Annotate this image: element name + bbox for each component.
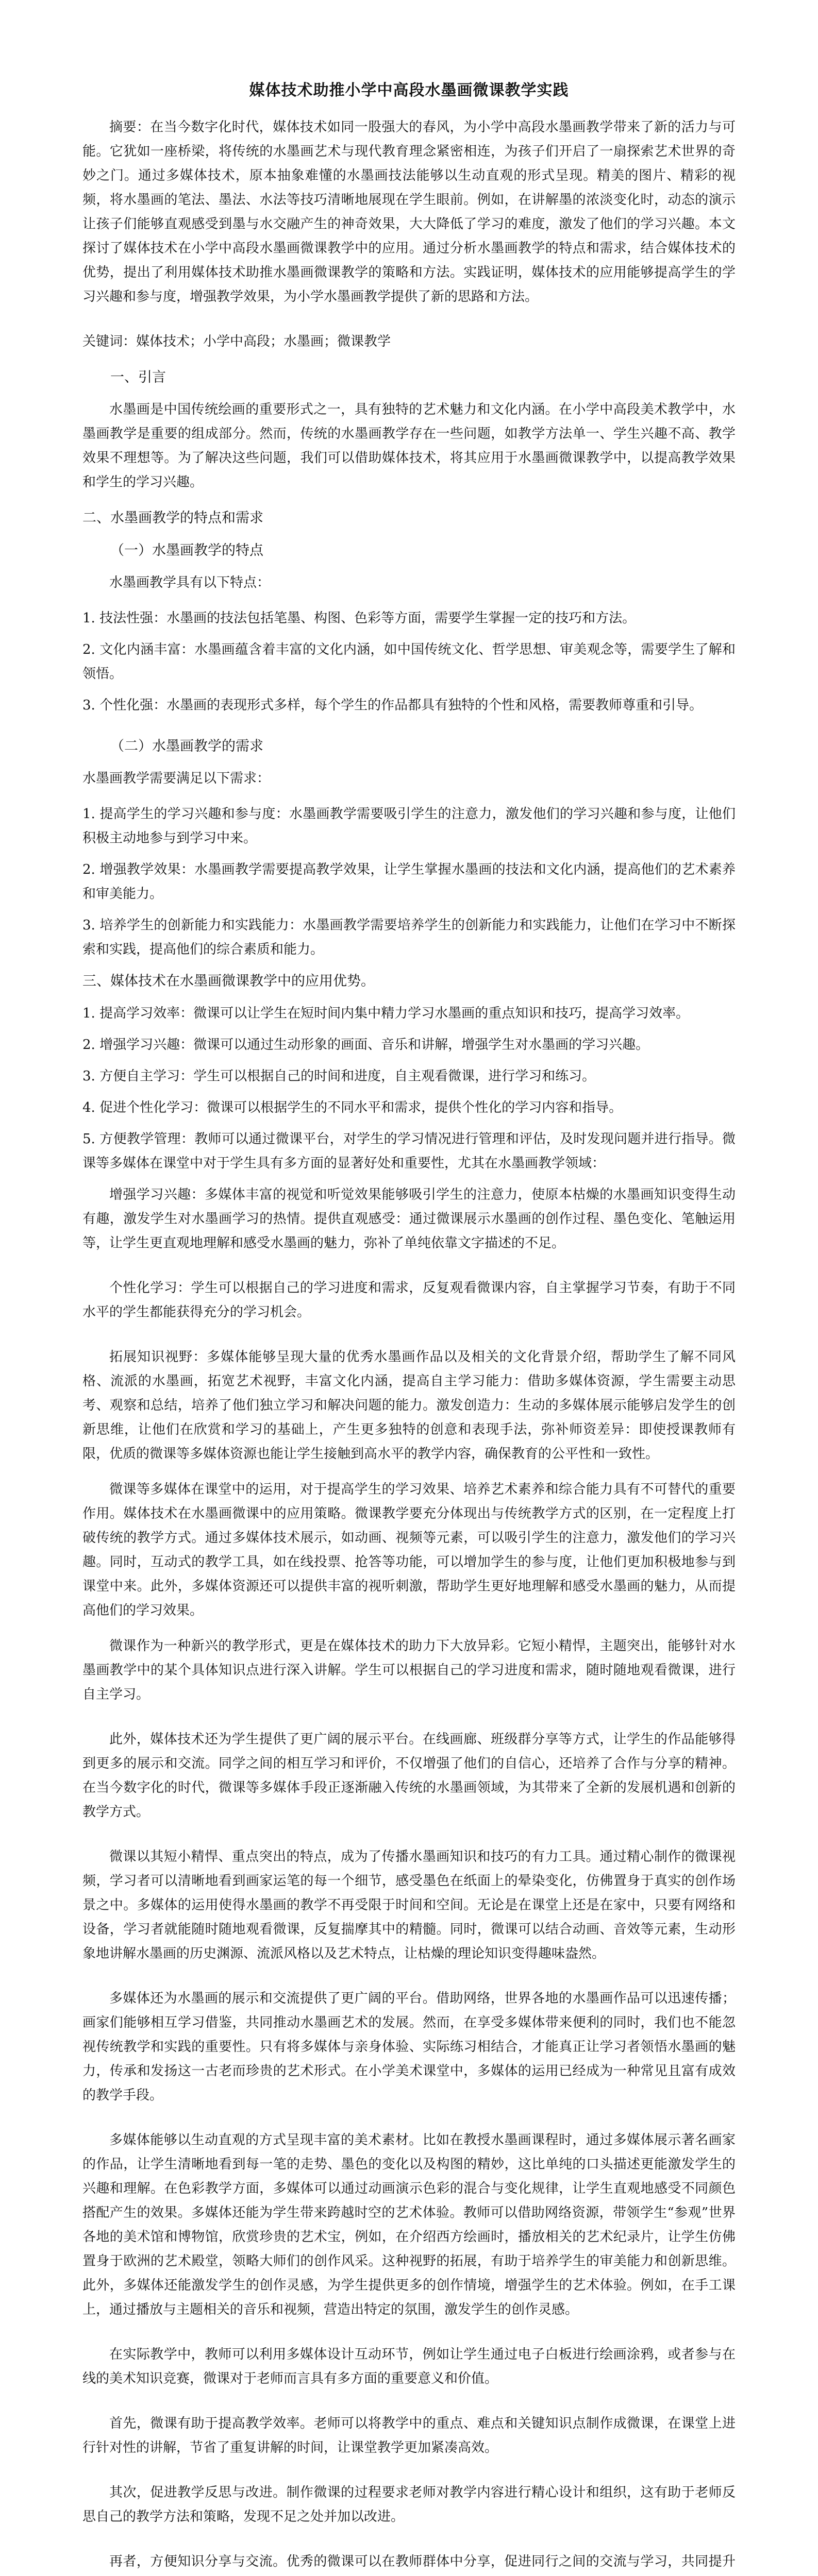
list-item: 3. 培养学生的创新能力和实践能力：水墨画教学需要培养学生的创新能力和实践能力，让他们在学习中不断探索和实践，提高他们的综合素质和能力。	[82, 918, 736, 957]
spacer	[82, 1718, 736, 1727]
list-item: 5. 方便教学管理：教师可以通过微课平台，对学生的学习情况进行管理和评估，及时发现问题并进行指导。微课等多媒体在课堂中对于学生具有多方面的显著好处和重要性，尤其在水墨画教学领域：	[82, 1131, 736, 1171]
first-point-paragraph: 首先，微课有助于提高教学效率。老师可以将教学中的重点、难点和关键知识点制作成微课，在课堂上进行针对性的讲解，节省了重复讲解的时间，让课堂教学更加紧凑高效。	[82, 2416, 736, 2455]
spacer	[82, 2333, 736, 2343]
personalized-learning-paragraph: 个性化学习：学生可以根据自己的学习进度和需求，反复观看微课内容，自主掌握学习节奏，有助于不同水平的学生都能获得充分的学习机会。	[82, 1280, 736, 1320]
microlesson-application-paragraph: 微课等多媒体在课堂中的运用，对于提高学生的学习效果、培养艺术素养和综合能力具有不可替代的重要作用。媒体技术在水墨画微课中的应用策略。微课教学要充分体现出与传统教学方式的区别，在一定程度上打破传统的教学方式。通过多媒体技术展示，如动画、视频等元素，可以吸引学生的注意力，激发他们的学习兴趣。同时，互动式的教学工具，如在线投票、抢答等功能，可以增加学生的参与度，让他们更加积极地参与到课堂中来。此外，多媒体资源还可以提供丰富的视听刺激，帮助学生更好地理解和感受水墨画的魅力，从而提高他们的学习效果。	[82, 1482, 736, 1618]
spacer	[82, 2119, 736, 2128]
spacer	[82, 1977, 736, 1987]
spacer	[82, 2402, 736, 2412]
spacer	[82, 320, 736, 330]
abstract: 摘要：在当今数字化时代，媒体技术如同一股强大的春风，为小学中高段水墨画教学带来了新的活力与可能。它犹如一座桥梁，将传统的水墨画艺术与现代教育理念紧密相连，为孩子们开启了一扇探索艺术世界的奇妙之门。通过多媒体技术，原本抽象难懂的水墨画技法能够以生动直观的形式呈现。精美的图片、精彩的视频，将水墨画的笔法、墨法、水法等技巧清晰地展现在学生眼前。例如，在讲解墨的浓淡变化时，动态的演示让孩子们能够直观感受到墨与水交融产生的神奇效果，大大降低了学习的难度，激发了他们的学习兴趣。本文探讨了媒体技术在小学中高段水墨画微课教学中的应用。通过分析水墨画教学的特点和需求，结合媒体技术的优势，提出了利用媒体技术助推水墨画微课教学的策略和方法。实践证明，媒体技术的应用能够提高学生的学习兴趣和参与度，增强教学效果，为小学水墨画教学提供了新的思路和方法。	[82, 120, 736, 304]
expand-knowledge-paragraph: 拓展知识视野：多媒体能够呈现大量的优秀水墨画作品以及相关的文化背景介绍，帮助学生了解不同风格、流派的水墨画，拓宽艺术视野，丰富文化内涵，提高自主学习能力：借助多媒体资源，学生需要主动思考、观察和总结，培养了他们独立学习和解决问题的能力。激发创造力：生动的多媒体展示能够启发学生的创新思维，让他们在欣赏和学习的基础上，产生更多独特的创意和表现手法，弥补师资差异：即使授课教师有限，优质的微课等多媒体资源也能让学生接触到高水平的教学内容，确保教育的公平性和一致性。	[82, 1349, 736, 1462]
list-item: 1. 提高学习效率：微课可以让学生在短时间内集中精力学习水墨画的重点知识和技巧，提高学习效率。	[82, 1006, 690, 1021]
spacer	[82, 1336, 736, 1345]
needs-lead: 水墨画教学需要满足以下需求：	[82, 771, 271, 786]
list-item: 4. 促进个性化学习：微课可以根据学生的不同水平和需求，提供个性化的学习内容和指导。	[82, 1100, 623, 1115]
enhance-interest-paragraph: 增强学习兴趣：多媒体丰富的视觉和听觉效果能够吸引学生的注意力，使原本枯燥的水墨画知识变得生动有趣，激发学生对水墨画学习的热情。提供直观感受：通过微课展示水墨画的创作过程、墨色变化、笔触运用等，让学生更直观地理解和感受水墨画的魅力，弥补了单纯依靠文字描述的不足。	[82, 1187, 736, 1251]
section-heading-advantages: 三、媒体技术在水墨画微课教学中的应用优势。	[82, 973, 375, 989]
list-item: 2. 增强教学效果：水墨画教学需要提高教学效果，让学生掌握水墨画的技法和文化内涵，提高他们的艺术素养和审美能力。	[82, 862, 736, 902]
subheading-needs: （二）水墨画教学的需求	[110, 738, 263, 754]
section-heading-features-needs: 二、水墨画教学的特点和需求	[82, 510, 263, 526]
list-item: 2. 文化内涵丰富：水墨画蕴含着丰富的文化内涵，如中国传统文化、哲学思想、审美观念等，需要学生了解和领悟。	[82, 642, 736, 682]
spacer	[82, 725, 736, 734]
spacer	[82, 1836, 736, 1845]
intro-paragraph: 水墨画是中国传统绘画的重要形式之一，具有独特的艺术魅力和文化内涵。在小学中高段美术教学中，水墨画教学是重要的组成部分。然而，传统的水墨画教学存在一些问题，如教学方法单一、学生兴趣不高、教学效果不理想等。为了解决这些问题，我们可以借助媒体技术，将其应用于水墨画微课教学中，以提高教学效果和学生的学习兴趣。	[82, 402, 736, 490]
spacer	[82, 2540, 736, 2550]
list-item: 3. 个性化强：水墨画的表现形式多样，每个学生的作品都具有独特的个性和风格，需要教师尊重和引导。	[82, 698, 703, 713]
section-heading-intro: 一、引言	[110, 369, 166, 385]
third-point-paragraph: 再者，方便知识分享与交流。优秀的微课可以在教师群体中分享，促进同行之间的交流与学习，共同提升	[109, 2554, 736, 2569]
multimedia-platform-paragraph: 多媒体还为水墨画的展示和交流提供了更广阔的平台。借助网络，世界各地的水墨画作品可以迅速传播；画家们能够相互学习借鉴，共同推动水墨画艺术的发展。然而，在享受多媒体带来便利的同时，我们也不能忽视传统教学和实践的重要性。只有将多媒体与亲身体验、实际练习相结合，才能真正让学习者领悟水墨画的魅力，传承和发扬这一古老而珍贵的艺术形式。在小学美术课堂中，多媒体的运用已经成为一种常见且富有成效的教学手段。	[82, 1991, 736, 2103]
list-item: 1. 提高学生的学习兴趣和参与度：水墨画教学需要吸引学生的注意力，激发他们的学习兴趣和参与度，让他们积极主动地参与到学习中来。	[82, 806, 736, 846]
list-item: 2. 增强学习兴趣：微课可以通过生动形象的画面、音乐和讲解，增强学生对水墨画的学习兴趣。	[82, 1037, 649, 1053]
classroom-interaction-paragraph: 在实际教学中，教师可以利用多媒体设计互动环节，例如让学生通过电子白板进行绘画涂鸦，或者参与在线的美术知识竞赛，微课对于老师而言具有多方面的重要意义和价值。	[82, 2347, 736, 2386]
list-item: 3. 方便自主学习：学生可以根据自己的时间和进度，自主观看微课，进行学习和练习。	[82, 1069, 596, 1084]
spacer	[82, 2471, 736, 2481]
second-point-paragraph: 其次，促进教学反思与改进。制作微课的过程要求老师对教学内容进行精心设计和组织，这有助于老师反思自己的教学方法和策略，发现不足之处并加以改进。	[82, 2485, 736, 2524]
list-item: 1. 技法性强：水墨画的技法包括笔墨、构图、色彩等方面，需要学生掌握一定的技巧和方法。	[82, 611, 636, 626]
document-title: 媒体技术助推小学中高段水墨画微课教学实践	[249, 81, 569, 99]
multimedia-materials-paragraph: 多媒体能够以生动直观的方式呈现丰富的美术素材。比如在教授水墨画课程时，通过多媒体展示著名画家的作品，让学生清晰地看到每一笔的走势、墨色的变化以及构图的精妙，这比单纯的口头描述更能激发学生的兴趣和理解。在色彩教学方面，多媒体可以通过动画演示色彩的混合与变化规律，让学生直观地感受不同颜色搭配产生的效果。多媒体还能为学生带来跨越时空的艺术体验。教师可以借助网络资源，带领学生“参观”世界各地的美术馆和博物馆，欣赏珍贵的艺术宝，例如，在介绍西方绘画时，播放相关的艺术纪录片，让学生仿佛置身于欧洲的艺术殿堂，领略大师们的创作风采。这种视野的拓展，有助于培养学生的审美能力和创新思维。此外，多媒体还能激发学生的创作灵感，为学生提供更多的创作情境，增强学生的艺术体验。例如，在手工课上，通过播放与主题相关的音乐和视频，营造出特定的氛围，激发学生的创作灵感。	[82, 2132, 736, 2317]
microlesson-form-paragraph: 微课作为一种新兴的教学形式，更是在媒体技术的助力下大放异彩。它短小精悍，主题突出，能够针对水墨画教学中的某个具体知识点进行深入讲解。学生可以根据自己的学习进度和需求，随时随地观看微课，进行自主学习。	[82, 1638, 736, 1702]
subheading-features: （一）水墨画教学的特点	[110, 543, 263, 558]
microlesson-feature-paragraph: 微课以其短小精悍、重点突出的特点，成为了传播水墨画知识和技巧的有力工具。通过精心制作的微课视频，学习者可以清晰地看到画家运笔的每一个细节，感受墨色在纸面上的晕染变化，仿佛置身于真实的创作场景之中。多媒体的运用使得水墨画的教学不再受限于时间和空间。无论是在课堂上还是在家中，只要有网络和设备，学习者就能随时随地观看微课，反复揣摩其中的精髓。同时，微课可以结合动画、音效等元素，生动形象地讲解水墨画的历史渊源、流派风格以及艺术特点，让枯燥的理论知识变得趣味盎然。	[82, 1849, 736, 1961]
keywords: 关键词：媒体技术；小学中高段；水墨画；微课教学	[82, 334, 391, 349]
features-lead: 水墨画教学具有以下特点：	[109, 575, 271, 590]
display-platform-paragraph: 此外，媒体技术还为学生提供了更广阔的展示平台。在线画廊、班级群分享等方式，让学生的作品能够得到更多的展示和交流。同学之间的相互学习和评价，不仅增强了他们的自信心，还培养了合作与分享的精神。在当今数字化的时代，微课等多媒体手段正逐渐融入传统的水墨画领域，为其带来了全新的发展机遇和创新的教学方式。	[82, 1732, 736, 1820]
spacer	[82, 1267, 736, 1276]
